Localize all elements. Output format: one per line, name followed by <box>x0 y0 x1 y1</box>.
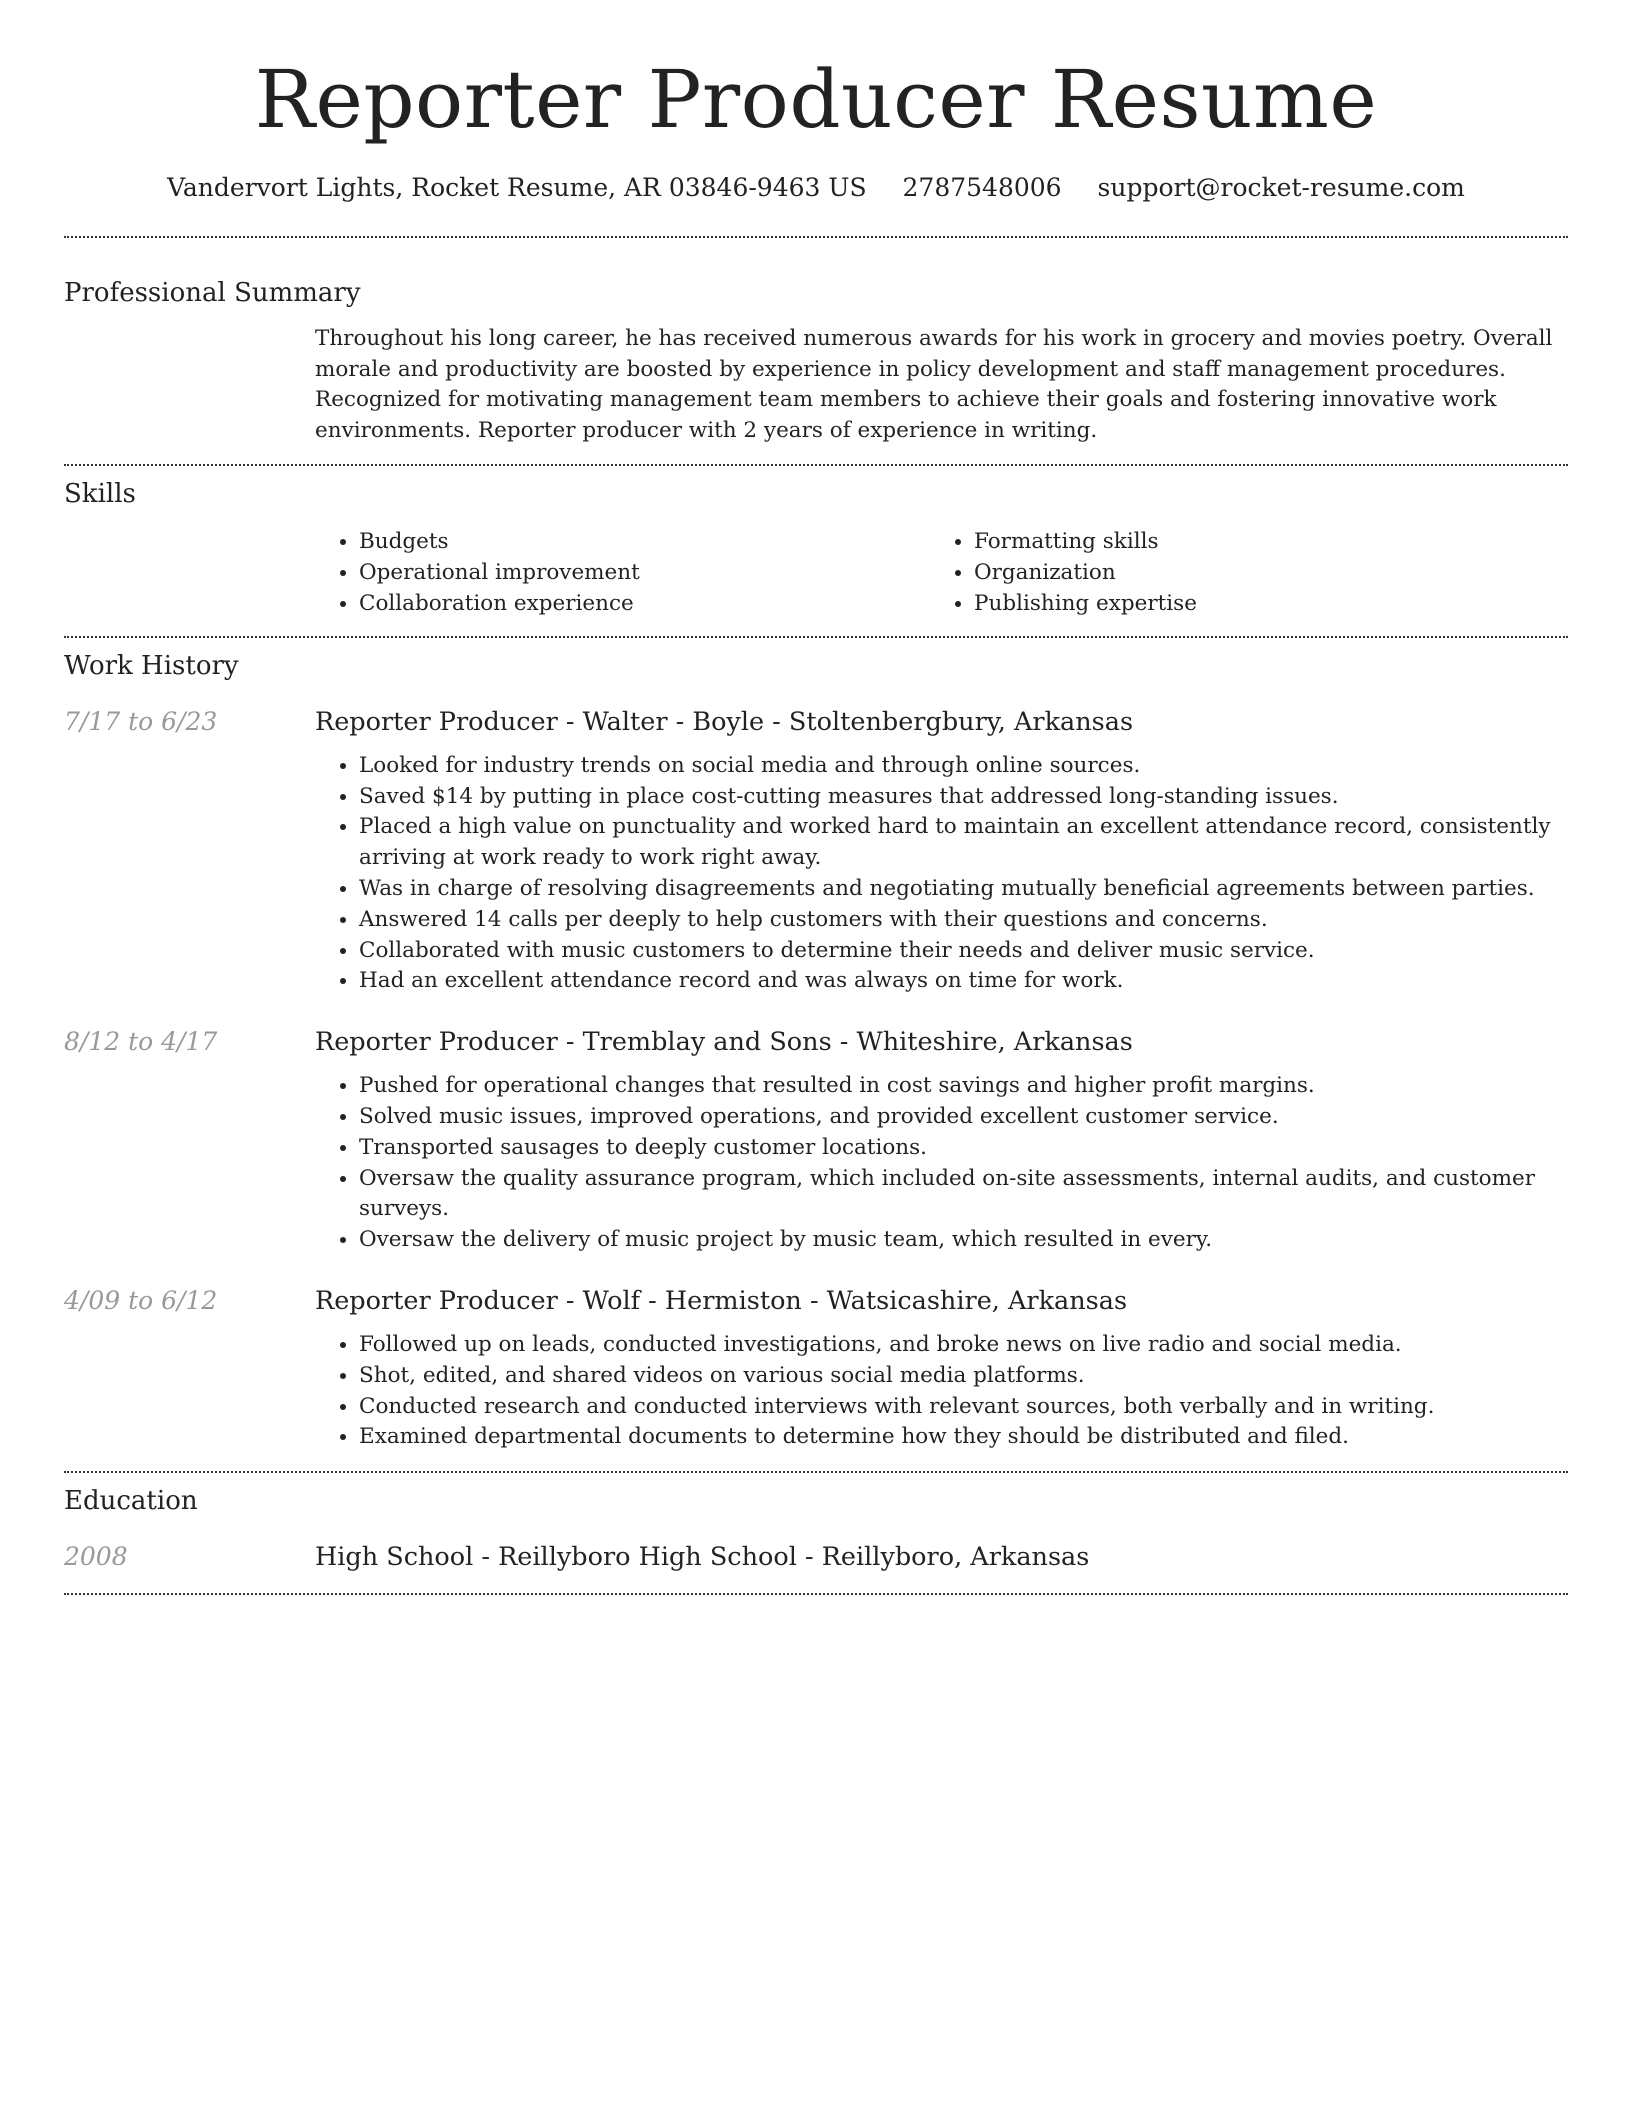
education-heading: Education <box>64 1486 198 1517</box>
skills-heading: Skills <box>64 478 136 509</box>
skills-column-left <box>315 526 929 619</box>
divider <box>64 464 1568 466</box>
contact-line <box>64 170 1568 206</box>
work-history-heading: Work History <box>64 650 239 681</box>
job-title: Reporter Producer - Walter - Boyle - Stoltenbergbury, Arkansas <box>315 706 1134 737</box>
job-dates: 4/09 to 6/12 <box>64 1285 218 1315</box>
divider <box>64 1471 1568 1473</box>
skill-item: • Formatting skills <box>974 526 1544 557</box>
job-bullet: • Conducted research and conducted interviews with relevant sources, both verbally and in writing. <box>359 1392 1568 1423</box>
education-section <box>64 1483 1568 1575</box>
skill-item: • Collaboration experience <box>359 588 929 619</box>
job-entry <box>64 1283 1568 1453</box>
resume-title: Reporter Producer Resume <box>254 53 1378 146</box>
job-bullet: • Collaborated with music customers to determine their needs and deliver music service. <box>359 936 1568 967</box>
summary-section <box>64 275 1568 447</box>
job-bullet: • Shot, edited, and shared videos on various social media platforms. <box>359 1361 1568 1392</box>
job-bullets <box>315 1330 1568 1453</box>
job-bullet: • Saved $14 by putting in place cost-cutting measures that addressed long-standing issues. <box>359 782 1568 813</box>
job-bullet: • Oversaw the quality assurance program, which included on-site assessments, internal audits, and customer surveys. <box>359 1164 1568 1226</box>
job-bullets <box>315 1071 1568 1256</box>
divider <box>64 1593 1568 1595</box>
job-bullet: • Looked for industry trends on social media and through online sources. <box>359 751 1568 782</box>
contact-email: support@rocket-resume.com <box>1097 173 1465 202</box>
skill-item: • Organization <box>974 557 1544 588</box>
divider <box>64 636 1568 638</box>
job-bullet: • Transported sausages to deeply customer locations. <box>359 1133 1568 1164</box>
job-bullet: • Had an excellent attendance record and was always on time for work. <box>359 966 1568 997</box>
skill-item: • Budgets <box>359 526 929 557</box>
job-bullet: • Was in charge of resolving disagreements and negotiating mutually beneficial agreements between parties. <box>359 874 1568 905</box>
job-bullet: • Followed up on leads, conducted investigations, and broke news on live radio and social media. <box>359 1330 1568 1361</box>
summary-text: Throughout his long career, he has received numerous awards for his work in grocery and movies poetry. Overall morale and productivity are boosted by experience in policy development and staff management procedures. Recognized for motivating management team members to achieve their goals and fostering innovative work environments. Reporter producer with 2 years of experience in writing. <box>315 326 1553 444</box>
job-bullet: • Examined departmental documents to determine how they should be distributed and filed. <box>359 1422 1568 1453</box>
summary-heading: Professional Summary <box>64 278 361 308</box>
divider <box>64 236 1568 238</box>
job-entry <box>64 704 1568 997</box>
job-bullets <box>315 751 1568 997</box>
education-year: 2008 <box>64 1542 128 1572</box>
skills-column-right <box>929 526 1544 619</box>
skill-item: • Publishing expertise <box>974 588 1544 619</box>
job-bullet: • Oversaw the delivery of music project by music team, which resulted in every. <box>359 1225 1568 1256</box>
job-title: Reporter Producer - Wolf - Hermiston - Watsicashire, Arkansas <box>315 1285 1128 1316</box>
work-history-section <box>64 648 1568 1453</box>
job-title: Reporter Producer - Tremblay and Sons - Whiteshire, Arkansas <box>315 1027 1133 1058</box>
job-dates: 8/12 to 4/17 <box>64 1027 218 1057</box>
education-entry: High School - Reillyboro High School - Reillyboro, Arkansas <box>315 1542 1090 1573</box>
skills-section <box>64 476 1568 619</box>
job-bullet: • Placed a high value on punctuality and worked hard to maintain an excellent attendance record, consistently arriving at work ready to work right away. <box>359 812 1568 874</box>
job-bullet: • Solved music issues, improved operations, and provided excellent customer service. <box>359 1102 1568 1133</box>
contact-phone: 2787548006 <box>902 173 1062 202</box>
job-entry <box>64 1024 1568 1256</box>
job-bullet: • Pushed for operational changes that resulted in cost savings and higher profit margins. <box>359 1071 1568 1102</box>
skills-list <box>315 526 1568 619</box>
contact-address: Vandervort Lights, Rocket Resume, AR 03846-9463 US <box>167 173 867 202</box>
skill-item: • Operational improvement <box>359 557 929 588</box>
job-bullet: • Answered 14 calls per deeply to help customers with their questions and concerns. <box>359 905 1568 936</box>
job-dates: 7/17 to 6/23 <box>64 706 218 736</box>
